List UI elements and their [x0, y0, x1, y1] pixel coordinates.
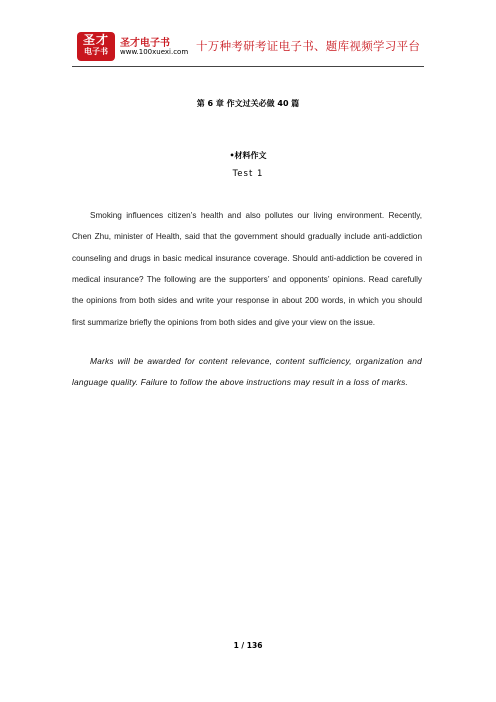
prompt-paragraph: Smoking influences citizen’s health and also pollutes our living environment. Recently, Chen Zhu, minister of Health, said that the government should gradually include anti-addiction counseling and drugs in basic medical insurance coverage. Should anti-addiction be covered in medical insurance? The following are the supporters’ and opponents’ opinions. Read carefully the opinions from both sides and write your response in about 200 words, in which you should first summarize briefly the opinions from both sides and give your view on the issue. [72, 211, 422, 327]
header-slogan: 十万种考研考证电子书、题库视频学习平台 [196, 39, 421, 53]
header-divider [72, 66, 424, 67]
brand-url[interactable]: www.100xuexi.com [120, 48, 189, 56]
page-number: 1 / 136 [233, 641, 263, 650]
instructions-paragraph: Marks will be awarded for content relevance, content sufficiency, organization and language quality. Failure to follow the above instructions may result in a loss of marks. [72, 356, 422, 388]
test-title: Test 1 [232, 169, 264, 179]
logo-text-bottom: 电子书 [84, 47, 108, 56]
brand-logo [77, 32, 115, 61]
logo-text-top: 圣才 [82, 33, 109, 47]
section-heading: •材料作文 [229, 151, 267, 160]
page-header [72, 30, 424, 66]
chapter-title: 第 6 章 作文过关必做 40 篇 [196, 99, 300, 108]
brand-name: 圣才电子书 [120, 38, 170, 49]
